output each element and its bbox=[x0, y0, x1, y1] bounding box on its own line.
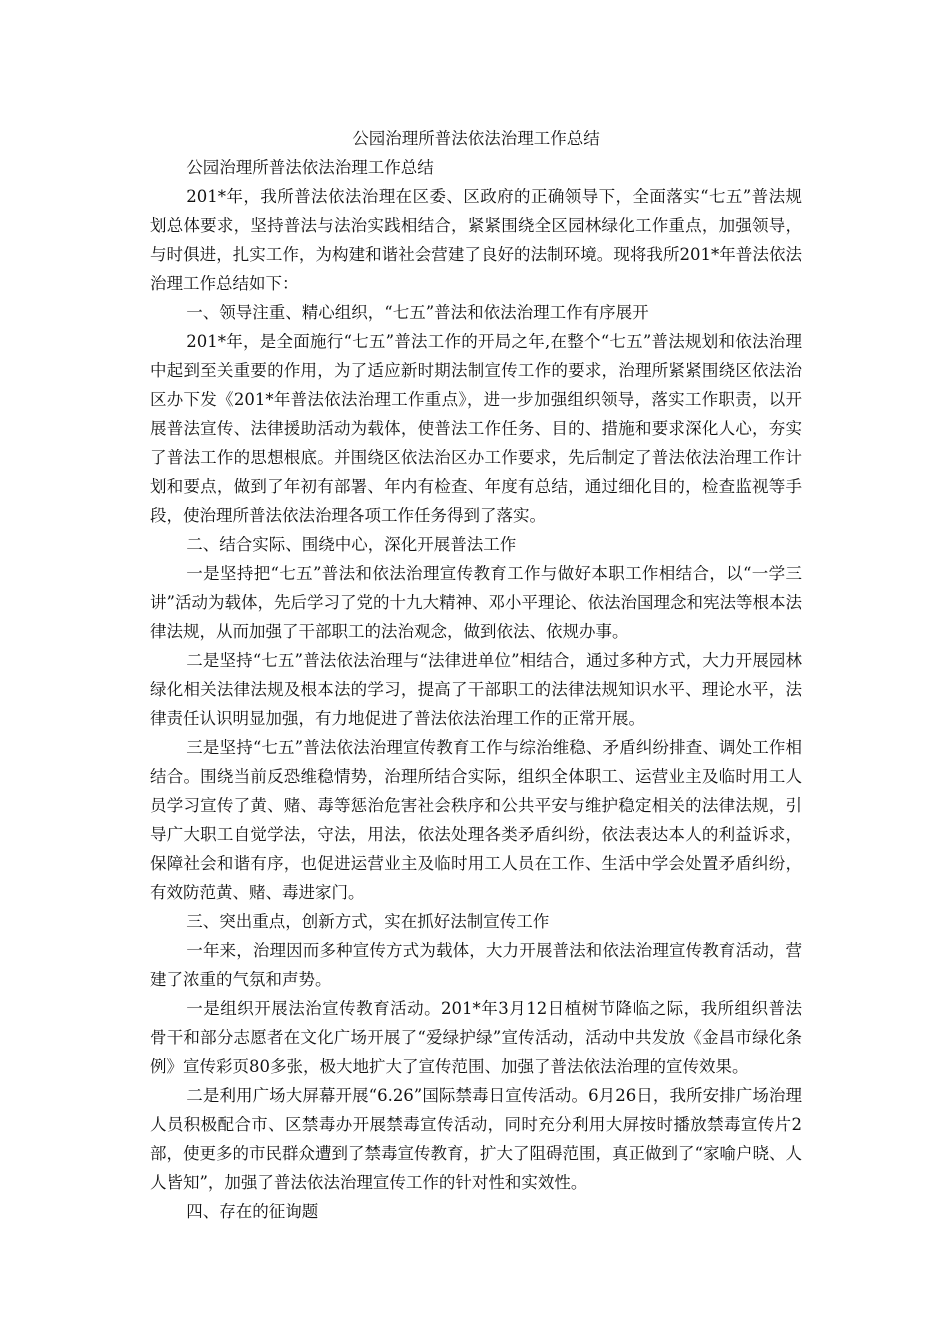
paragraph-point-2: 二是坚持“七五”普法依法治理与“法律进单位”相结合，通过多种方式，大力开展园林绿化相关法律法规及根本法的学习，提高了干部职工的法律法规知识水平、理论水平，法律责任认识明显加强，有力地促进了普法依法治理工作的正常开展。 bbox=[150, 651, 802, 728]
document-page bbox=[150, 124, 802, 1226]
paragraph-section-1: 201*年，是全面施行“七五”普法工作的开局之年,在整个“七五”普法规划和依法治理中起到至关重要的作用，为了适应新时期法制宣传工作的要求，治理所紧紧围绕区依法治区办下发《201*年普法依法治理工作重点》，进一步加强组织领导，落实工作职责，以开展普法宣传、法律援助活动为载体，使普法工作任务、目的、措施和要求深化人心，夯实了普法工作的思想根底。并围绕区依法治区办工作要求，先后制定了普法依法治理工作计划和要点，做到了年初有部署、年内有检查、年度有总结，通过细化目的，检查监视等手段，使治理所普法依法治理各项工作任务得到了落实。 bbox=[150, 332, 802, 525]
paragraph-activity-2: 二是利用广场大屏幕开展“6.26”国际禁毒日宣传活动。6月26日，我所安排广场治理人员积极配合市、区禁毒办开展禁毒宣传活动，同时充分利用大屏按时播放禁毒宣传片2部，使更多的市民群众遭到了禁毒宣传教育，扩大了阻碍范围，真正做到了“家喻户晓、人人皆知”，加强了普法依法治理宣传工作的针对性和实效性。 bbox=[150, 1086, 802, 1192]
paragraph-section-3-intro: 一年来，治理因而多种宣传方式为载体，大力开展普法和依法治理宣传教育活动，营建了浓重的气氛和声势。 bbox=[150, 941, 802, 989]
paragraph-subtitle: 公园治理所普法依法治理工作总结 bbox=[186, 158, 434, 177]
paragraph-point-3: 三是坚持“七五”普法依法治理宣传教育工作与综治维稳、矛盾纠纷排查、调处工作相结合。围绕当前反恐维稳情势，治理所结合实际，组织全体职工、运营业主及临时用工人员学习宣传了黄、赌、毒等惩治危害社会秩序和公共平安与维护稳定相关的法律法规，引导广大职工自觉学法，守法，用法，依法处理各类矛盾纠纷，依法表达本人的利益诉求，保障社会和谐有序，也促进运营业主及临时用工人员在工作、生活中学会处置矛盾纠纷，有效防范黄、赌、毒进家门。 bbox=[150, 738, 802, 902]
section-heading-2: 二、结合实际、围绕中心，深化开展普法工作 bbox=[186, 535, 517, 554]
section-heading-3: 三、突出重点，创新方式，实在抓好法制宣传工作 bbox=[186, 912, 550, 931]
paragraph-point-1: 一是坚持把“七五”普法和依法治理宣传教育工作与做好本职工作相结合，以“一学三讲”活动为载体，先后学习了党的十九大精神、邓小平理论、依法治国理念和宪法等根本法律法规，从而加强了干部职工的法治观念，做到依法、依规办事。 bbox=[150, 564, 802, 641]
section-heading-1: 一、领导注重、精心组织，“七五”普法和依法治理工作有序展开 bbox=[186, 303, 649, 322]
document-title: 公园治理所普法依法治理工作总结 bbox=[352, 129, 600, 148]
section-heading-4: 四、存在的征询题 bbox=[186, 1202, 319, 1221]
paragraph-activity-1: 一是组织开展法治宣传教育活动。201*年3月12日植树节降临之际，我所组织普法骨干和部分志愿者在文化广场开展了“爱绿护绿”宣传活动，活动中共发放《金昌市绿化条例》宣传彩页80多张，极大地扩大了宣传范围、加强了普法依法治理的宣传效果。 bbox=[150, 999, 802, 1076]
paragraph-intro: 201*年，我所普法依法治理在区委、区政府的正确领导下，全面落实“七五”普法规划总体要求，坚持普法与法治实践相结合，紧紧围绕全区园林绿化工作重点，加强领导，与时俱进，扎实工作，为构建和谐社会营建了良好的法制环境。现将我所201*年普法依法治理工作总结如下： bbox=[150, 187, 802, 293]
